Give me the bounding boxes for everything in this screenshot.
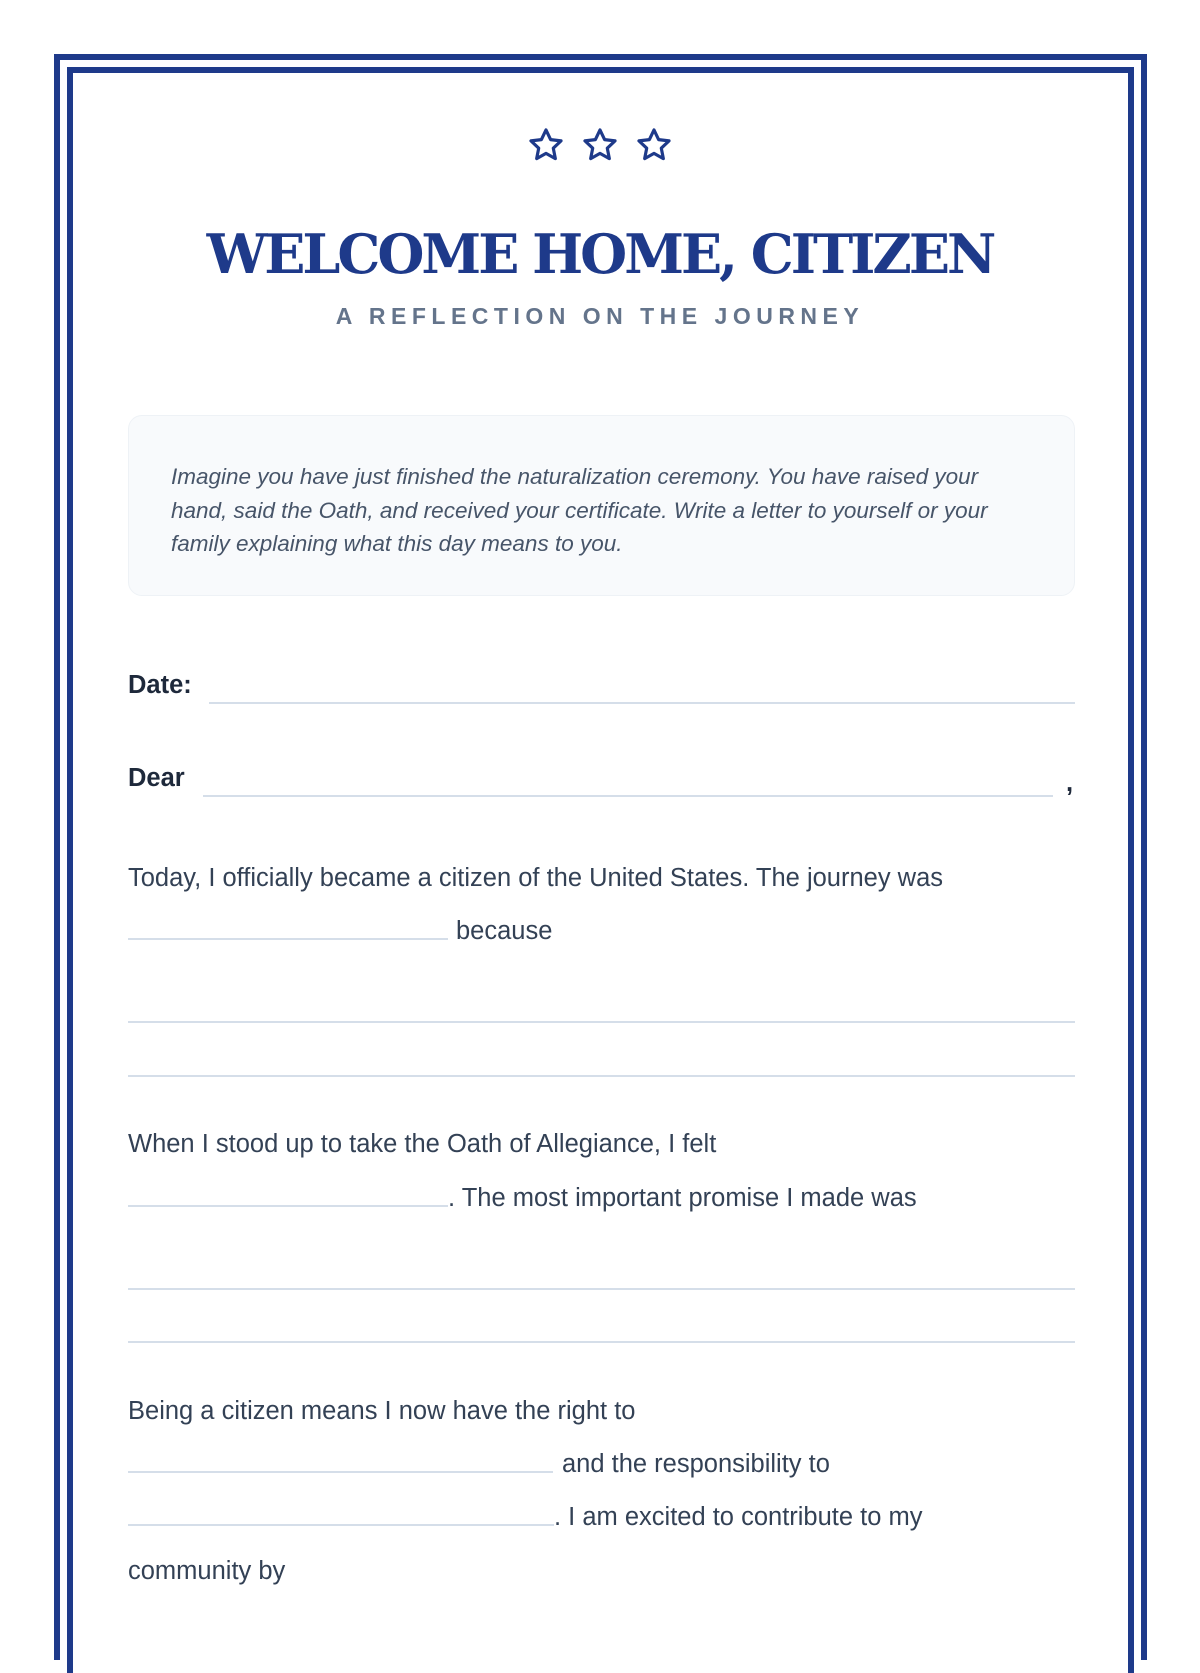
felt-field[interactable] bbox=[128, 1205, 448, 1207]
dear-label: Dear bbox=[128, 764, 185, 792]
prompt-text: Imagine you have just finished the naturalization ceremony. You have raised your hand, said the Oath, and received your certificate. Write a letter to yourself or your family explaining what this day means to you. bbox=[171, 464, 988, 556]
p2-promise: . The most important promise I made was bbox=[448, 1184, 917, 1212]
star-icon bbox=[527, 126, 565, 164]
page-title: WELCOME HOME, CITIZEN bbox=[206, 222, 994, 286]
date-field[interactable] bbox=[209, 702, 1075, 704]
stars bbox=[0, 126, 1200, 164]
because-field-line-1[interactable] bbox=[128, 1021, 1075, 1023]
journey-field[interactable] bbox=[128, 938, 448, 940]
p3-responsibility: and the responsibility to bbox=[562, 1450, 830, 1478]
promise-field-line-2[interactable] bbox=[128, 1341, 1075, 1343]
p2-text: When I stood up to take the Oath of Allegiance, I felt bbox=[128, 1130, 717, 1158]
prompt-box bbox=[128, 415, 1075, 596]
p3-text: Being a citizen means I now have the right to bbox=[128, 1397, 636, 1425]
right-field[interactable] bbox=[128, 1471, 553, 1473]
p3-community: community by bbox=[128, 1557, 286, 1585]
p3-contribute: . I am excited to contribute to my bbox=[554, 1503, 923, 1531]
p1-because: because bbox=[456, 917, 553, 945]
star-icon bbox=[581, 126, 619, 164]
because-field-line-2[interactable] bbox=[128, 1075, 1075, 1077]
dear-comma: , bbox=[1066, 769, 1074, 797]
page-subtitle: A REFLECTION ON THE JOURNEY bbox=[335, 303, 865, 329]
dear-field[interactable] bbox=[203, 795, 1053, 797]
date-label: Date: bbox=[128, 671, 192, 699]
star-icon bbox=[635, 126, 673, 164]
p1-text: Today, I officially became a citizen of the United States. The journey was bbox=[128, 864, 944, 892]
responsibility-field[interactable] bbox=[128, 1524, 554, 1526]
promise-field-line-1[interactable] bbox=[128, 1288, 1075, 1290]
